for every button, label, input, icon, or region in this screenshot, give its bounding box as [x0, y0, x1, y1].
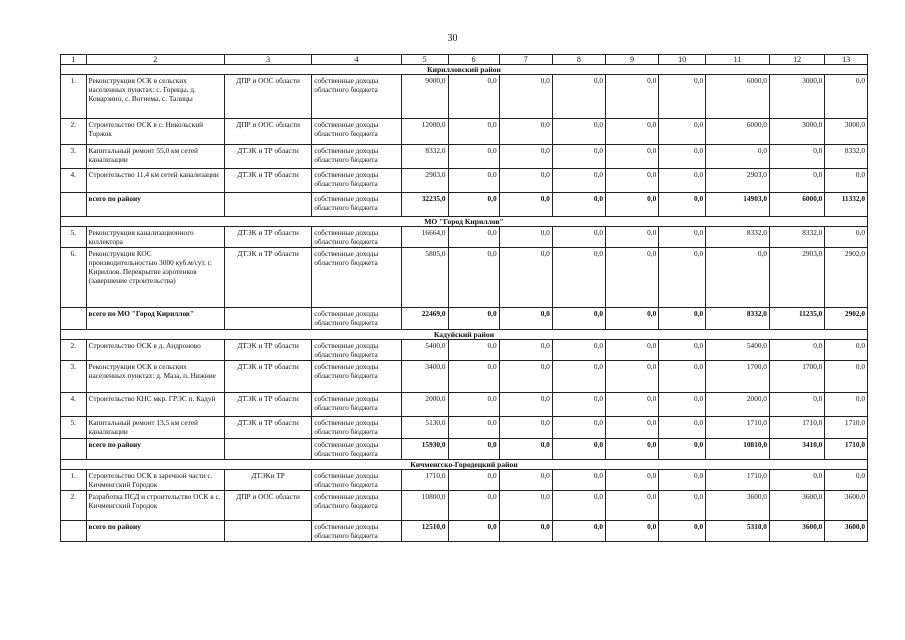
amount-cell: 5130,0 [401, 417, 448, 439]
header-cell: 3 [224, 55, 311, 65]
funding-source-cell: собственные доходы областного бюджета [312, 75, 401, 119]
amount-cell: 0,0 [659, 145, 706, 169]
table-row [61, 361, 868, 393]
amount-cell: 0,0 [499, 248, 552, 308]
responsible-org-cell: ДПР и ООС области [224, 119, 311, 145]
amount-cell: 0,0 [606, 75, 659, 119]
amount-cell: 5805,0 [401, 248, 448, 308]
table-row [61, 470, 868, 491]
amount-cell: 16664,0 [401, 227, 448, 248]
amount-cell: 0,0 [769, 145, 824, 169]
amount-cell: 0,0 [552, 361, 605, 393]
amount-cell: 0,0 [552, 145, 605, 169]
amount-cell: 0,0 [552, 521, 605, 542]
responsible-org-cell [224, 193, 311, 217]
amount-cell: 0,0 [825, 361, 868, 393]
header-cell: 2 [86, 55, 224, 65]
funding-source-cell: собственные доходы областного бюджета [312, 169, 401, 193]
amount-cell: 0,0 [448, 439, 499, 460]
row-number-cell: 2. [61, 340, 87, 361]
funding-source-cell: собственные доходы областного бюджета [312, 521, 401, 542]
amount-cell: 0,0 [606, 169, 659, 193]
region-row [61, 65, 868, 75]
amount-cell: 0,0 [659, 491, 706, 521]
funding-source-cell: собственные доходы областного бюджета [312, 361, 401, 393]
amount-cell: 0,0 [659, 470, 706, 491]
funding-source-cell: собственные доходы областного бюджета [312, 417, 401, 439]
amount-cell: 0,0 [606, 470, 659, 491]
amount-cell: 0,0 [606, 491, 659, 521]
responsible-org-cell: ДТЭК и ТР области [224, 393, 311, 417]
header-cell: 13 [825, 55, 868, 65]
funding-source-cell: собственные доходы областного бюджета [312, 227, 401, 248]
amount-cell: 0,0 [606, 417, 659, 439]
amount-cell: 6000,0 [706, 75, 770, 119]
amount-cell: 0,0 [606, 308, 659, 330]
row-number-cell [61, 193, 87, 217]
header-cell: 8 [552, 55, 605, 65]
amount-cell: 0,0 [552, 308, 605, 330]
amount-cell: 0,0 [659, 227, 706, 248]
amount-cell: 2000,0 [401, 393, 448, 417]
row-number-cell: 5. [61, 417, 87, 439]
region-row [61, 330, 868, 340]
region-row [61, 460, 868, 470]
funding-source-cell: собственные доходы областного бюджета [312, 439, 401, 460]
amount-cell: 0,0 [659, 361, 706, 393]
row-number-cell: 1. [61, 470, 87, 491]
amount-cell: 0,0 [825, 75, 868, 119]
amount-cell: 5310,0 [706, 521, 770, 542]
amount-cell: 0,0 [499, 491, 552, 521]
amount-cell: 0,0 [659, 193, 706, 217]
responsible-org-cell: ДТЭК и ТР области [224, 169, 311, 193]
object-name-cell: всего по району [86, 439, 224, 460]
header-cell: 6 [448, 55, 499, 65]
amount-cell: 0,0 [659, 439, 706, 460]
amount-cell: 8332,0 [401, 145, 448, 169]
object-name-cell: Реконструкция ОСК в сельских населенных пунктах: д. Маза, п. Нижние [86, 361, 224, 393]
amount-cell: 11235,0 [769, 308, 824, 330]
budget-table [60, 54, 868, 542]
amount-cell: 6000,0 [706, 119, 770, 145]
funding-source-cell: собственные доходы областного бюджета [312, 470, 401, 491]
object-name-cell: Капитальный ремонт 55,0 км сетей канализации [86, 145, 224, 169]
object-name-cell: Строительство ОСК в с. Никольский Торжок [86, 119, 224, 145]
amount-cell: 0,0 [499, 227, 552, 248]
amount-cell: 0,0 [606, 340, 659, 361]
row-number-cell: 2. [61, 491, 87, 521]
object-name-cell: всего по району [86, 193, 224, 217]
amount-cell: 0,0 [499, 393, 552, 417]
amount-cell: 3000,0 [825, 119, 868, 145]
amount-cell: 0,0 [606, 439, 659, 460]
amount-cell: 0,0 [448, 417, 499, 439]
total-row [61, 521, 868, 542]
amount-cell: 0,0 [448, 340, 499, 361]
amount-cell: 0,0 [606, 145, 659, 169]
amount-cell: 0,0 [606, 248, 659, 308]
header-cell: 7 [499, 55, 552, 65]
responsible-org-cell: ДТЭКи ТР [224, 470, 311, 491]
amount-cell: 2903,0 [769, 248, 824, 308]
funding-source-cell: собственные доходы областного бюджета [312, 145, 401, 169]
responsible-org-cell: ДТЭК и ТР области [224, 361, 311, 393]
amount-cell: 0,0 [499, 145, 552, 169]
object-name-cell: Реконструкция КОС производительностью 3000 куб.м/сут. г. Кириллов. Перекрытие аэротенков (завершение строительства) [86, 248, 224, 308]
amount-cell: 0,0 [552, 340, 605, 361]
responsible-org-cell [224, 521, 311, 542]
amount-cell: 1710,0 [401, 470, 448, 491]
funding-source-cell: собственные доходы областного бюджета [312, 491, 401, 521]
funding-source-cell: собственные доходы областного бюджета [312, 308, 401, 330]
amount-cell: 0,0 [499, 193, 552, 217]
row-number-cell: 4. [61, 393, 87, 417]
amount-cell: 32235,0 [401, 193, 448, 217]
object-name-cell: Строительство КНС мкр. ГРЭС п. Кадуй [86, 393, 224, 417]
object-name-cell: Строительство 11,4 км сетей канализации [86, 169, 224, 193]
object-name-cell: всего по МО "Город Кириллов" [86, 308, 224, 330]
amount-cell: 0,0 [659, 248, 706, 308]
amount-cell: 9000,0 [401, 75, 448, 119]
amount-cell: 0,0 [706, 145, 770, 169]
amount-cell: 0,0 [825, 340, 868, 361]
table-row [61, 393, 868, 417]
table-row [61, 227, 868, 248]
row-number-cell: 5. [61, 227, 87, 248]
header-cell: 10 [659, 55, 706, 65]
funding-source-cell: собственные доходы областного бюджета [312, 248, 401, 308]
responsible-org-cell: ДТЭК и ТР области [224, 417, 311, 439]
region-title: МО "Город Кириллов" [61, 217, 868, 227]
amount-cell: 0,0 [499, 119, 552, 145]
amount-cell: 0,0 [825, 393, 868, 417]
amount-cell: 0,0 [606, 521, 659, 542]
page-number: 30 [447, 33, 458, 44]
amount-cell: 0,0 [706, 248, 770, 308]
row-number-cell: 3. [61, 361, 87, 393]
object-name-cell: Строительство ОСК в д. Андроново [86, 340, 224, 361]
table-row [61, 145, 868, 169]
responsible-org-cell: ДПР и ООС области [224, 75, 311, 119]
amount-cell: 6000,0 [769, 193, 824, 217]
amount-cell: 3600,0 [825, 491, 868, 521]
amount-cell: 1710,0 [706, 470, 770, 491]
object-name-cell: всего по району [86, 521, 224, 542]
amount-cell: 0,0 [499, 169, 552, 193]
funding-source-cell: собственные доходы областного бюджета [312, 393, 401, 417]
amount-cell: 0,0 [448, 227, 499, 248]
row-number-cell: 1. [61, 75, 87, 119]
region-row [61, 217, 868, 227]
amount-cell: 0,0 [659, 521, 706, 542]
amount-cell: 8332,0 [825, 145, 868, 169]
amount-cell: 8332,0 [706, 308, 770, 330]
table-row [61, 491, 868, 521]
amount-cell: 0,0 [659, 308, 706, 330]
amount-cell: 3600,0 [706, 491, 770, 521]
amount-cell: 1710,0 [825, 439, 868, 460]
row-number-cell [61, 521, 87, 542]
amount-cell: 22469,0 [401, 308, 448, 330]
amount-cell: 0,0 [606, 361, 659, 393]
amount-cell: 0,0 [499, 75, 552, 119]
amount-cell: 0,0 [552, 439, 605, 460]
header-cell: 1 [61, 55, 87, 65]
amount-cell: 1700,0 [769, 361, 824, 393]
amount-cell: 0,0 [769, 169, 824, 193]
amount-cell: 8332,0 [769, 227, 824, 248]
amount-cell: 0,0 [659, 169, 706, 193]
amount-cell: 0,0 [769, 470, 824, 491]
amount-cell: 12510,0 [401, 521, 448, 542]
amount-cell: 0,0 [552, 169, 605, 193]
amount-cell: 0,0 [606, 193, 659, 217]
amount-cell: 0,0 [659, 417, 706, 439]
header-cell: 11 [706, 55, 770, 65]
funding-source-cell: собственные доходы областного бюджета [312, 193, 401, 217]
amount-cell: 2000,0 [706, 393, 770, 417]
amount-cell: 0,0 [825, 227, 868, 248]
object-name-cell: Реконструкция ОСК в сельских населенных пунктах: с. Горицы, д. Коварзино, с. Вогнема, с. Талицы [86, 75, 224, 119]
total-row [61, 308, 868, 330]
amount-cell: 0,0 [448, 308, 499, 330]
amount-cell: 0,0 [448, 521, 499, 542]
amount-cell: 0,0 [659, 340, 706, 361]
funding-source-cell: собственные доходы областного бюджета [312, 119, 401, 145]
object-name-cell: Капитальный ремонт 13,5 км сетей канализации [86, 417, 224, 439]
amount-cell: 0,0 [659, 393, 706, 417]
amount-cell: 2903,0 [706, 169, 770, 193]
amount-cell: 0,0 [552, 393, 605, 417]
amount-cell: 2902,0 [825, 248, 868, 308]
row-number-cell: 6. [61, 248, 87, 308]
amount-cell: 0,0 [499, 308, 552, 330]
funding-source-cell: собственные доходы областного бюджета [312, 340, 401, 361]
region-title: Кадуйский район [61, 330, 868, 340]
amount-cell: 15930,0 [401, 439, 448, 460]
amount-cell: 0,0 [448, 119, 499, 145]
row-number-cell [61, 308, 87, 330]
responsible-org-cell: ДТЭК и ТР области [224, 340, 311, 361]
header-cell: 9 [606, 55, 659, 65]
amount-cell: 0,0 [448, 470, 499, 491]
amount-cell: 0,0 [499, 340, 552, 361]
header-row [61, 55, 868, 65]
amount-cell: 0,0 [659, 75, 706, 119]
table-row [61, 169, 868, 193]
amount-cell: 0,0 [448, 248, 499, 308]
amount-cell: 0,0 [552, 470, 605, 491]
amount-cell: 8332,0 [706, 227, 770, 248]
amount-cell: 12000,0 [401, 119, 448, 145]
amount-cell: 0,0 [552, 491, 605, 521]
row-number-cell: 4. [61, 169, 87, 193]
table-row [61, 340, 868, 361]
row-number-cell [61, 439, 87, 460]
amount-cell: 2902,0 [825, 308, 868, 330]
amount-cell: 0,0 [825, 470, 868, 491]
object-name-cell: Строительство ОСК в заречной части с. Кичменгский Городок [86, 470, 224, 491]
table-body [61, 55, 868, 542]
amount-cell: 0,0 [448, 491, 499, 521]
amount-cell: 0,0 [552, 248, 605, 308]
table-row [61, 119, 868, 145]
amount-cell: 3000,0 [769, 119, 824, 145]
amount-cell: 3410,0 [769, 439, 824, 460]
amount-cell: 0,0 [448, 75, 499, 119]
amount-cell: 0,0 [552, 417, 605, 439]
amount-cell: 11332,0 [825, 193, 868, 217]
amount-cell: 1710,0 [706, 417, 770, 439]
object-name-cell: Разработка ПСД и строительство ОСК в с. Кичменгский Городок [86, 491, 224, 521]
amount-cell: 0,0 [769, 340, 824, 361]
amount-cell: 5400,0 [401, 340, 448, 361]
amount-cell: 0,0 [499, 417, 552, 439]
amount-cell: 0,0 [825, 169, 868, 193]
amount-cell: 0,0 [552, 193, 605, 217]
amount-cell: 3600,0 [769, 521, 824, 542]
total-row [61, 439, 868, 460]
header-cell: 5 [401, 55, 448, 65]
amount-cell: 0,0 [769, 393, 824, 417]
region-title: Кичменгско-Городецкий район [61, 460, 868, 470]
amount-cell: 10800,0 [401, 491, 448, 521]
amount-cell: 0,0 [448, 393, 499, 417]
region-title: Кирилловский район [61, 65, 868, 75]
responsible-org-cell: ДТЭК и ТР области [224, 145, 311, 169]
amount-cell: 0,0 [552, 227, 605, 248]
row-number-cell: 2. [61, 119, 87, 145]
amount-cell: 0,0 [499, 521, 552, 542]
amount-cell: 0,0 [606, 393, 659, 417]
amount-cell: 3600,0 [825, 521, 868, 542]
object-name-cell: Реконструкция канализационного коллектора [86, 227, 224, 248]
total-row [61, 193, 868, 217]
responsible-org-cell [224, 439, 311, 460]
header-cell: 4 [312, 55, 401, 65]
table-row [61, 75, 868, 119]
amount-cell: 0,0 [659, 119, 706, 145]
responsible-org-cell: ДПР и ООС области [224, 491, 311, 521]
amount-cell: 0,0 [499, 470, 552, 491]
amount-cell: 0,0 [448, 361, 499, 393]
responsible-org-cell: ДТЭК и ТР области [224, 248, 311, 308]
amount-cell: 3600,0 [769, 491, 824, 521]
responsible-org-cell [224, 308, 311, 330]
responsible-org-cell: ДТЭК и ТР области [224, 227, 311, 248]
amount-cell: 1710,0 [825, 417, 868, 439]
amount-cell: 5400,0 [706, 340, 770, 361]
amount-cell: 0,0 [606, 227, 659, 248]
amount-cell: 3000,0 [769, 75, 824, 119]
amount-cell: 0,0 [552, 75, 605, 119]
table-row [61, 417, 868, 439]
amount-cell: 14903,0 [706, 193, 770, 217]
amount-cell: 0,0 [499, 439, 552, 460]
amount-cell: 1710,0 [769, 417, 824, 439]
amount-cell: 0,0 [499, 361, 552, 393]
table-row [61, 248, 868, 308]
amount-cell: 2903,0 [401, 169, 448, 193]
amount-cell: 3400,0 [401, 361, 448, 393]
amount-cell: 0,0 [552, 119, 605, 145]
amount-cell: 10810,0 [706, 439, 770, 460]
amount-cell: 1700,0 [706, 361, 770, 393]
amount-cell: 0,0 [448, 193, 499, 217]
amount-cell: 0,0 [606, 119, 659, 145]
amount-cell: 0,0 [448, 145, 499, 169]
header-cell: 12 [769, 55, 824, 65]
row-number-cell: 3. [61, 145, 87, 169]
amount-cell: 0,0 [448, 169, 499, 193]
